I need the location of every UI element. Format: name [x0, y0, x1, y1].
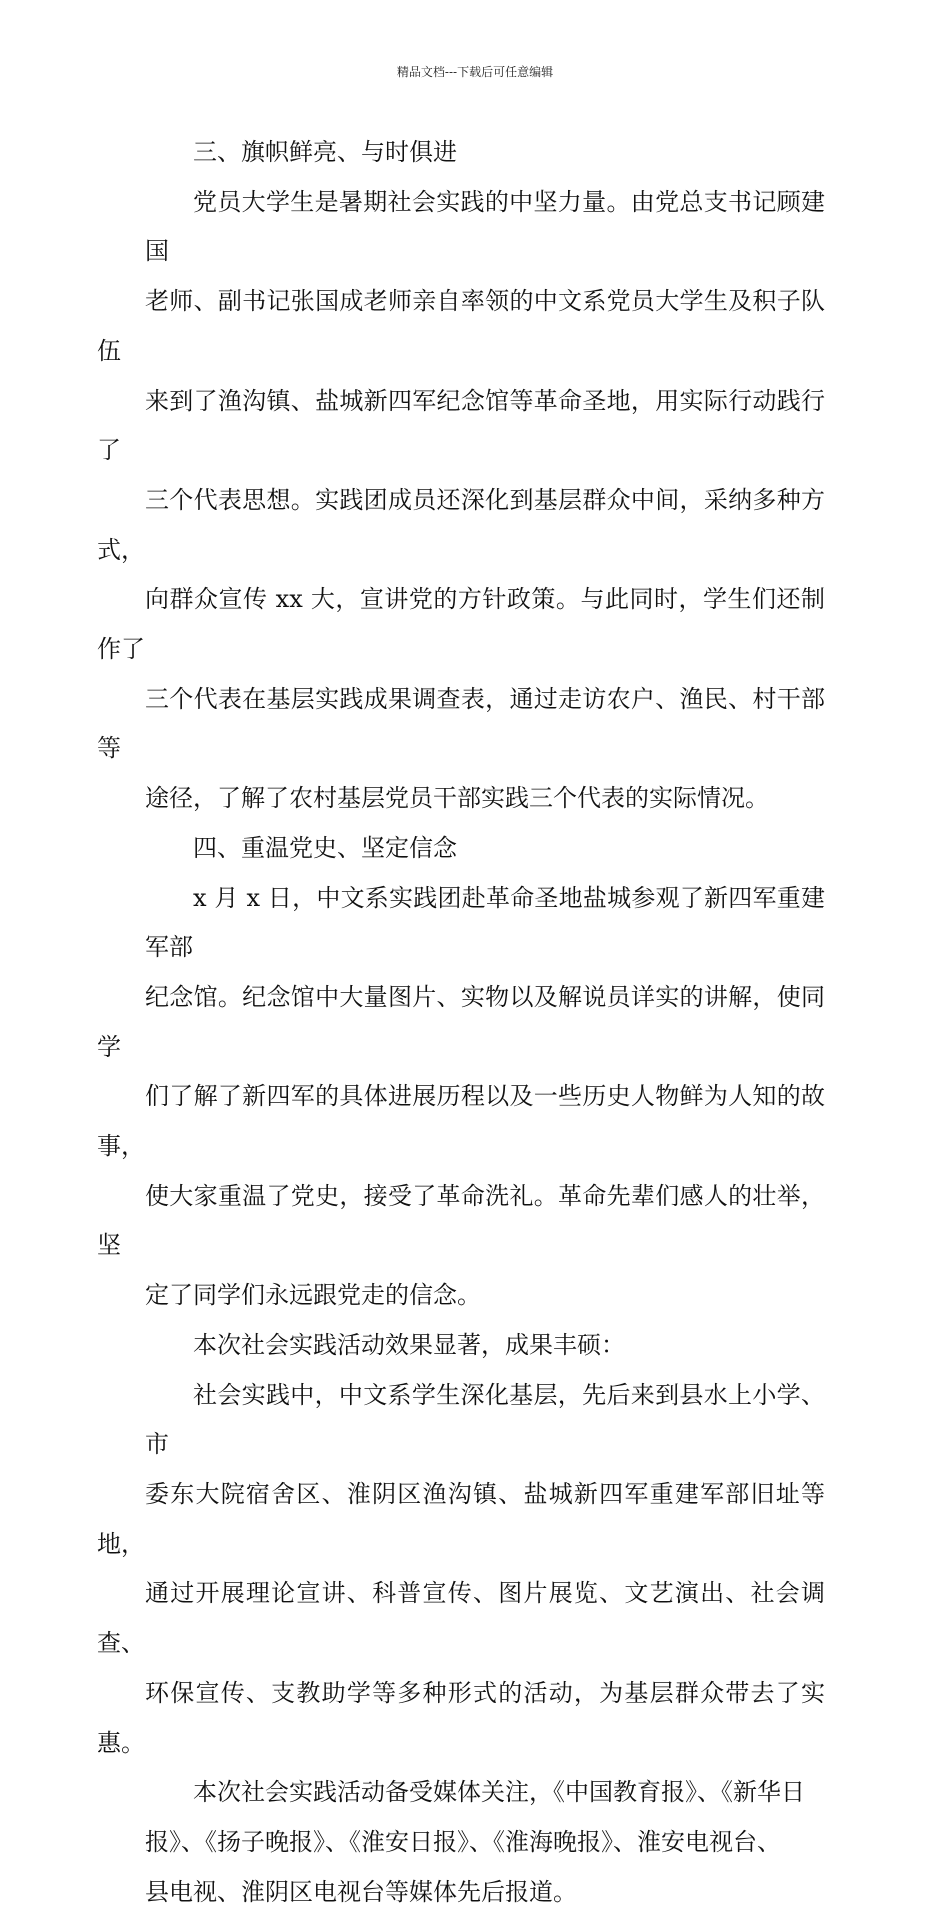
- text-line: 老师、副书记张国成老师亲自率领的中文系党员大学生及积子队伍: [97, 287, 825, 365]
- text-line: 通过开展理论宣讲、科普宣传、图片展览、文艺演出、社会调查、: [97, 1579, 825, 1658]
- paragraph-results-intro: [145, 1321, 825, 1371]
- paragraph-party-members: [97, 178, 825, 824]
- text-line: 纪念馆。纪念馆中大量图片、实物以及解说员详实的讲解，使同学: [97, 982, 825, 1061]
- text-line: 本次社会实践活动效果显著，成果丰硕：: [193, 1330, 625, 1359]
- document-body: [97, 128, 825, 1917]
- text-line: 使大家重温了党史，接受了革命洗礼。革命先辈们感人的壮举，坚: [97, 1181, 825, 1260]
- text-line: 环保宣传、支教助学等多种形式的活动，为基层群众带去了实惠。: [97, 1678, 825, 1757]
- section-heading-three: [145, 128, 825, 178]
- text-line: 三个代表思想。实践团成员还深化到基层群众中间，采纳多种方式，: [97, 485, 825, 564]
- text-line: 社会实践中，中文系学生深化基层，先后来到县水上小学、市: [145, 1380, 825, 1459]
- paragraph-memorial-visit: [97, 874, 825, 1321]
- text-line: 三、旗帜鲜亮、与时俱进: [193, 138, 457, 166]
- text-line: 四、重温党史、坚定信念: [193, 833, 457, 862]
- text-line: 党员大学生是暑期社会实践的中坚力量。由党总支书记顾建国: [145, 187, 825, 266]
- text-line: 本次社会实践活动备受媒体关注，《中国教育报》、《新华日: [193, 1778, 805, 1807]
- text-line: 县电视、淮阴区电视台等媒体先后报道。: [145, 1877, 577, 1906]
- section-heading-four: [145, 824, 825, 874]
- text-line: 来到了渔沟镇、盐城新四军纪念馆等革命圣地，用实际行动践行了: [97, 386, 825, 465]
- text-line: 们了解了新四军的具体进展历程以及一些历史人物鲜为人知的故事，: [97, 1082, 825, 1161]
- text-line: 三个代表在基层实践成果调查表，通过走访农户、渔民、村干部等: [97, 684, 825, 763]
- paragraph-grassroots: [97, 1371, 825, 1769]
- text-line: x 月 x 日，中文系实践团赴革命圣地盐城参观了新四军重建军部: [145, 883, 825, 962]
- text-line: 报》、《扬子晚报》、《淮安日报》、《淮海晚报》、淮安电视台、: [145, 1827, 781, 1856]
- text-line: 途径，了解了农村基层党员干部实践三个代表的实际情况。: [145, 784, 769, 813]
- text-line: 向群众宣传 xx 大，宣讲党的方针政策。与此同时，学生们还制作了: [97, 585, 825, 664]
- text-line: 委东大院宿舍区、淮阴区渔沟镇、盐城新四军重建军部旧址等地，: [97, 1479, 825, 1558]
- text-line: 定了同学们永远跟党走的信念。: [145, 1281, 481, 1310]
- paragraph-media-coverage: [145, 1768, 825, 1917]
- page-header: 精品文档---下载后可任意编辑: [396, 65, 554, 79]
